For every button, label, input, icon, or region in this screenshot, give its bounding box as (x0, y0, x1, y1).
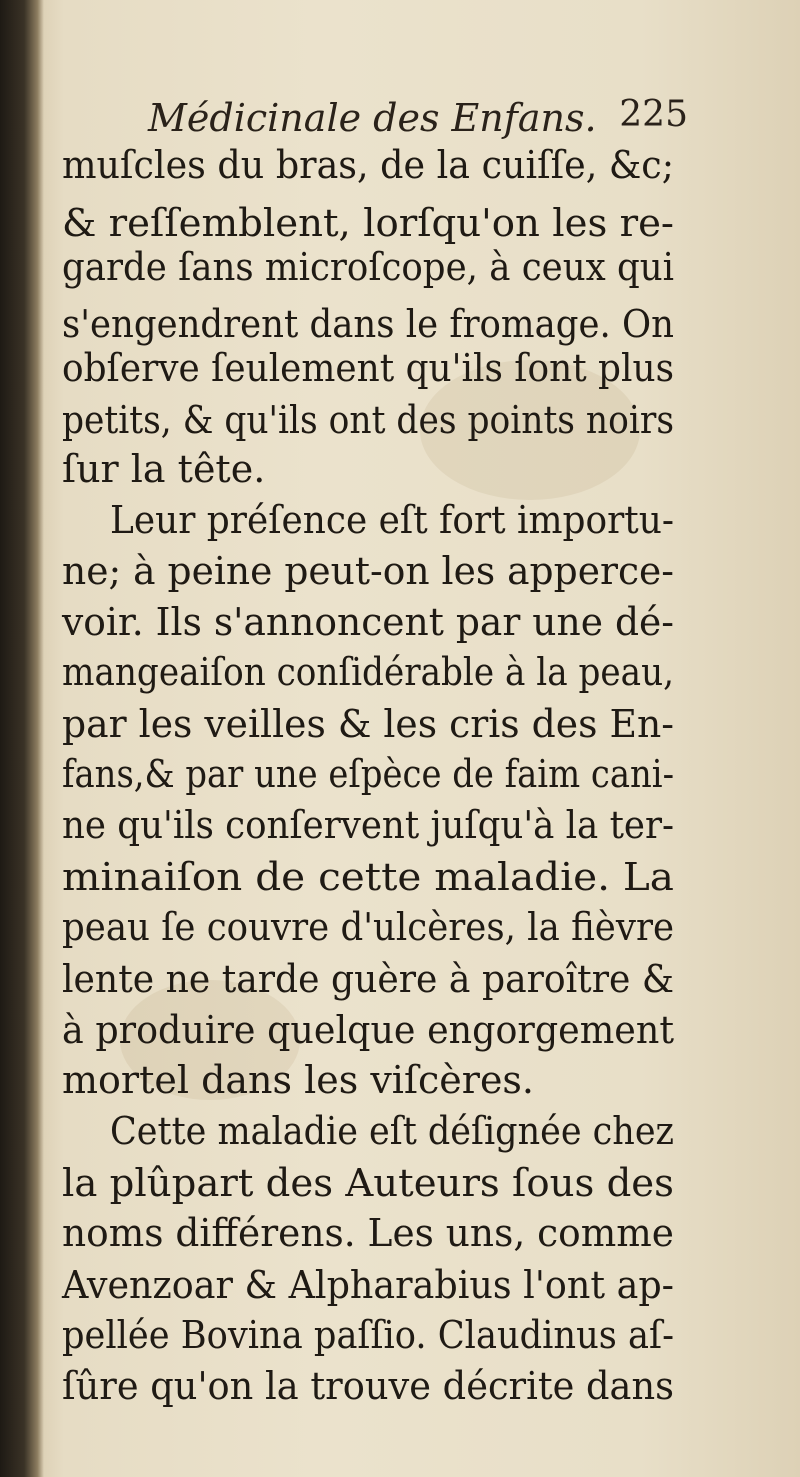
text-line: ne qu'ils conſervent juſqu'à la ter- (62, 803, 674, 847)
text-line: muſcles du bras, de la cuiſſe, &c; (62, 143, 674, 187)
text-line: voir. Ils s'annoncent par une dé- (62, 600, 674, 644)
text-line: pellée Bovina paſſio. Claudinus aſ- (62, 1313, 674, 1357)
text-line: obſerve ſeulement qu'ils ſont plus (62, 346, 674, 390)
text-line: à produire quelque engorgement (62, 1008, 674, 1052)
text-line: noms différens. Les uns, comme (62, 1211, 674, 1255)
text-line: lente ne tarde guère à paroître & (62, 957, 674, 1001)
text-line: Leur préſence eſt fort importu- (110, 498, 674, 542)
page-number: 225 (619, 94, 688, 135)
text-line: mortel dans les viſcères. (62, 1058, 535, 1102)
text-line: & reſſemblent, lorſqu'on les re- (62, 201, 674, 245)
text-line: ne; à peine peut-on les apperce- (62, 549, 674, 593)
text-line: Cette maladie eſt déſignée chez (110, 1109, 674, 1153)
text-line: peau ſe couvre d'ulcères, la fièvre (62, 905, 674, 949)
text-line: mangeaiſon conſidérable à la peau, (62, 650, 674, 694)
text-line: garde ſans microſcope, à ceux qui (62, 245, 674, 289)
text-line: par les veilles & les cris des En- (62, 702, 674, 746)
text-line: minaiſon de cette maladie. La (62, 855, 674, 899)
text-line: la plûpart des Auteurs ſous des (62, 1161, 674, 1205)
text-line: petits, & qu'ils ont des points noirs (62, 398, 674, 442)
text-line: Avenzoar & Alpharabius l'ont ap- (62, 1263, 674, 1307)
text-line: fans,& par une eſpèce de faim cani- (62, 752, 674, 796)
text-line: ſûre qu'on la trouve décrite dans (62, 1364, 674, 1408)
running-title: Médicinale des Enfans. (148, 96, 597, 140)
book-binding (0, 0, 44, 1477)
text-line: s'engendrent dans le fromage. On (62, 302, 674, 346)
text-line: ſur la tête. (62, 447, 266, 491)
